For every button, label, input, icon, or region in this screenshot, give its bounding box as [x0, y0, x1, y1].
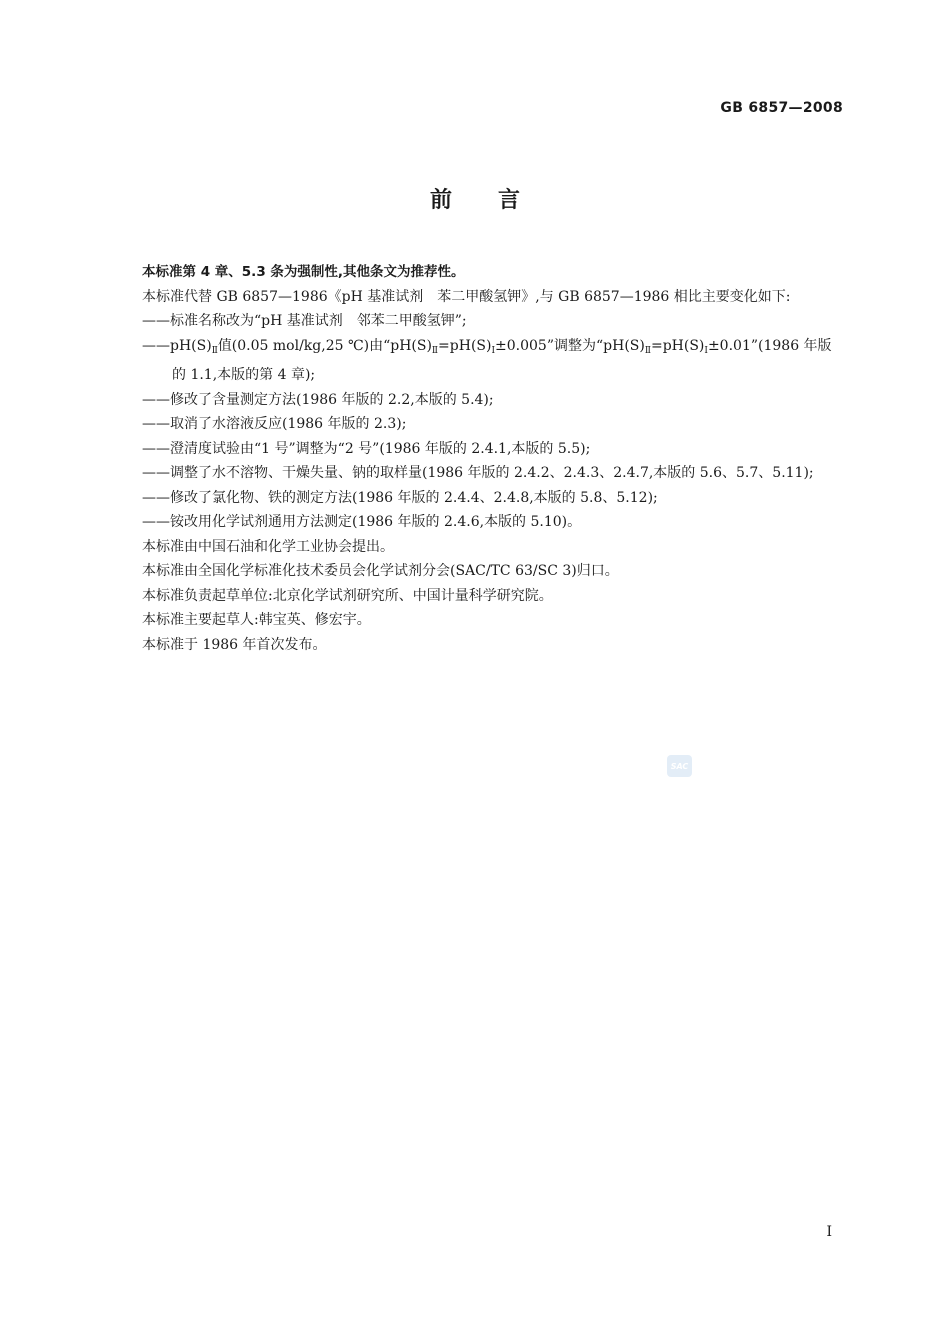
- drafting-units: 本标准负责起草单位:北京化学试剂研究所、中国计量科学研究院。: [142, 587, 553, 604]
- committee-statement: 本标准由全国化学标准化技术委员会化学试剂分会(SAC/TC 63/SC 3)归口。: [142, 563, 619, 579]
- change-item: ——修改了含量测定方法(1986 年版的 2.2,本版的 5.4);: [142, 391, 494, 408]
- replacement-statement: 本标准代替 GB 6857—1986《pH 基准试剂 苯二甲酸氢钾》,与 GB 6857—1986 相比主要变化如下:: [142, 288, 791, 305]
- change-item: $——pH(S)_Ⅱ$值(0.05 mol/kg,25 ℃)由“$pH(S)_Ⅱ=pH(S)_Ⅰ\pm 0.005$”调整为“$pH(S)_Ⅱ=pH(S)_Ⅰ\pm 0.01”(1986$ 年版的 1.1,本版的第 4 章);: [142, 337, 832, 383]
- first-issue-statement: 本标准于 1986 年首次发布。: [142, 636, 327, 653]
- change-item: ——取消了水溶液反应(1986 年版的 2.3);: [142, 416, 407, 432]
- drafters: 本标准主要起草人:韩宝英、修宏宇。: [142, 612, 371, 628]
- change-item: ——澄清度试验由“1 号”调整为“2 号”(1986 年版的 2.4.1,本版的 5.5);: [142, 440, 591, 457]
- change-item: ——修改了氯化物、铁的测定方法(1986 年版的 2.4.4、2.4.8,本版的 5.8、5.12);: [142, 489, 658, 506]
- change-item: ——铵改用化学试剂通用方法测定(1986 年版的 2.4.6,本版的 5.10)。: [142, 514, 582, 530]
- page-number: Ⅰ: [826, 1224, 832, 1240]
- proposer-statement: 本标准由中国石油和化学工业协会提出。: [142, 538, 394, 555]
- mandatory-clause-note: 本标准第 4 章、5.3 条为强制性,其他条文为推荐性。: [142, 264, 465, 280]
- standard-code: GB 6857—2008: [720, 100, 843, 116]
- page-title: 前言: [429, 188, 566, 213]
- sac-watermark-logo: SAC: [667, 755, 692, 777]
- change-item: ——标准名称改为“pH 基准试剂 邻苯二甲酸氢钾”;: [142, 313, 467, 329]
- document-body: [108, 260, 844, 657]
- change-item: ——调整了水不溶物、干燥失量、钠的取样量(1986 年版的 2.4.2、2.4.3、2.4.7,本版的 5.6、5.7、5.11);: [142, 465, 814, 481]
